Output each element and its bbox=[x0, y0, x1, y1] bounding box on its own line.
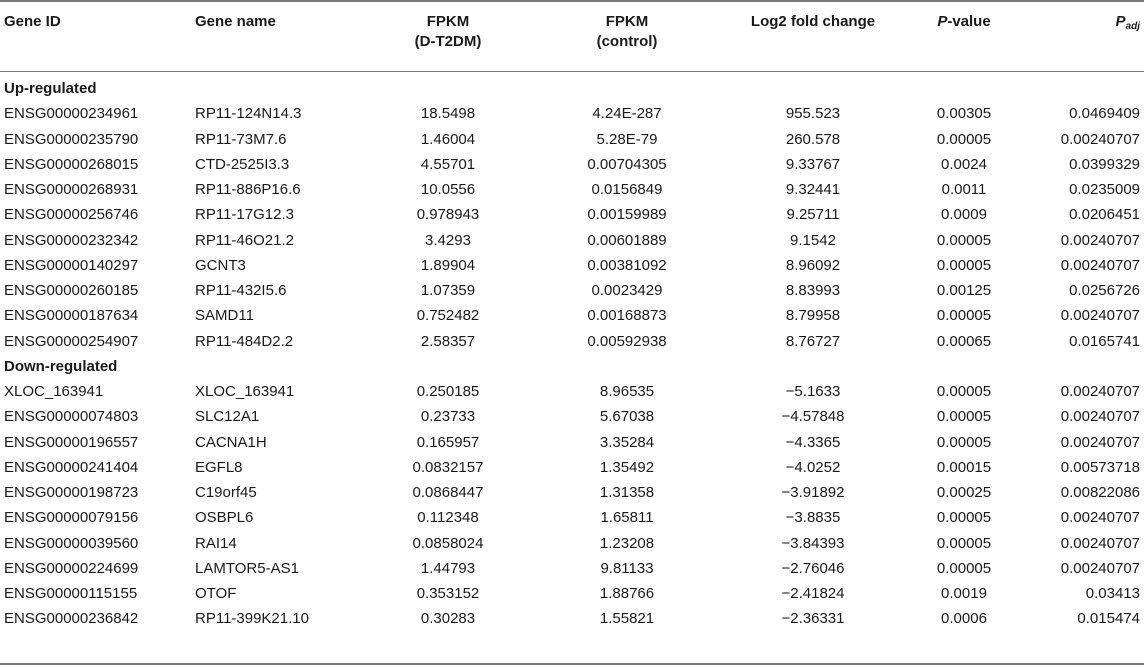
cell-p-value: 0.0019 bbox=[941, 585, 987, 602]
cell-p-adj: 0.00822086 bbox=[1060, 484, 1140, 501]
cell-gene-id: ENSG00000254907 bbox=[4, 332, 139, 350]
cell-gene-name: CTD-2525I3.3 bbox=[195, 155, 290, 173]
cell-gene-id: ENSG00000232342 bbox=[4, 231, 139, 249]
cell-log2-fold-change: −3.91892 bbox=[781, 484, 845, 501]
section-heading bbox=[0, 76, 1144, 101]
header-gene-id: Gene ID bbox=[4, 13, 61, 30]
cell-gene-name: RP11-17G12.3 bbox=[195, 206, 294, 224]
table-row bbox=[0, 606, 1144, 631]
cell-fpkm-dt2dm: 18.5498 bbox=[420, 105, 476, 123]
table-row bbox=[0, 202, 1144, 227]
table-row bbox=[0, 455, 1144, 480]
cell-log2-fold-change: −3.84393 bbox=[781, 534, 845, 552]
cell-gene-name: RP11-484D2.2 bbox=[195, 332, 294, 350]
cell-log2-fold-change: −4.57848 bbox=[781, 408, 845, 426]
cell-p-adj: 0.015474 bbox=[1077, 610, 1140, 628]
header-fpkm-control bbox=[562, 0, 692, 76]
cell-p-adj: 0.00240707 bbox=[1060, 231, 1140, 249]
cell-p-adj: 0.0256726 bbox=[1069, 282, 1140, 299]
cell-fpkm-control: 3.35284 bbox=[599, 433, 655, 451]
cell-fpkm-control: 1.88766 bbox=[599, 585, 655, 602]
cell-gene-name: XLOC_163941 bbox=[195, 383, 295, 400]
cell-fpkm-control: 0.0156849 bbox=[591, 181, 663, 198]
cell-log2-fold-change: −4.0252 bbox=[785, 458, 841, 476]
cell-p-value: 0.00005 bbox=[936, 256, 992, 274]
table-row bbox=[0, 329, 1144, 354]
cell-fpkm-dt2dm: 10.0556 bbox=[420, 181, 476, 198]
cell-gene-id: ENSG00000115155 bbox=[4, 585, 138, 602]
cell-gene-name: RP11-124N14.3 bbox=[195, 105, 302, 123]
cell-p-value: 0.00125 bbox=[936, 282, 992, 299]
cell-fpkm-control: 1.23208 bbox=[599, 534, 655, 552]
cell-fpkm-dt2dm: 0.752482 bbox=[416, 307, 480, 325]
cell-log2-fold-change: 9.32441 bbox=[785, 181, 841, 198]
header-p-value bbox=[914, 0, 1014, 76]
cell-p-value: 0.00305 bbox=[936, 105, 992, 123]
cell-p-adj: 0.0165741 bbox=[1069, 332, 1140, 350]
section-title: Up-regulated bbox=[4, 80, 97, 97]
table-row bbox=[0, 228, 1144, 253]
cell-p-value: 0.00005 bbox=[936, 433, 992, 451]
cell-p-adj: 0.00240707 bbox=[1060, 307, 1140, 325]
cell-gene-id: ENSG00000074803 bbox=[4, 408, 139, 426]
cell-fpkm-control: 0.00601889 bbox=[587, 231, 667, 249]
header-log2-fold-change: Log2 fold change bbox=[750, 13, 876, 30]
cell-gene-id: ENSG00000198723 bbox=[4, 484, 139, 501]
cell-log2-fold-change: 8.96092 bbox=[785, 256, 841, 274]
cell-fpkm-control: 0.00704305 bbox=[587, 155, 667, 173]
cell-log2-fold-change: 260.578 bbox=[785, 130, 841, 148]
cell-p-value: 0.00005 bbox=[936, 509, 992, 527]
table-row bbox=[0, 404, 1144, 429]
cell-gene-id: ENSG00000187634 bbox=[4, 307, 139, 325]
header-fpkm-dt2dm bbox=[383, 0, 513, 76]
cell-gene-name: SAMD11 bbox=[195, 307, 254, 325]
cell-gene-id: ENSG00000236842 bbox=[4, 610, 139, 628]
cell-p-value: 0.00005 bbox=[936, 534, 992, 552]
cell-p-adj: 0.03413 bbox=[1085, 585, 1140, 602]
cell-gene-name: OSBPL6 bbox=[195, 509, 254, 527]
cell-p-value: 0.0009 bbox=[941, 206, 987, 224]
cell-gene-name: RP11-73M7.6 bbox=[195, 130, 287, 148]
cell-p-value: 0.00015 bbox=[936, 458, 992, 476]
cell-p-adj: 0.00240707 bbox=[1060, 383, 1140, 400]
cell-fpkm-dt2dm: 0.23733 bbox=[420, 408, 476, 426]
table-row bbox=[0, 278, 1144, 303]
cell-p-adj: 0.00240707 bbox=[1060, 256, 1140, 274]
cell-gene-name: LAMTOR5-AS1 bbox=[195, 559, 299, 577]
header-fpkm-control-line1: FPKM bbox=[605, 13, 649, 30]
section-title: Down-regulated bbox=[4, 357, 118, 375]
cell-p-adj: 0.00240707 bbox=[1060, 130, 1140, 148]
cell-fpkm-control: 0.0023429 bbox=[591, 282, 663, 299]
cell-log2-fold-change: −4.3365 bbox=[785, 433, 841, 451]
cell-fpkm-dt2dm: 0.250185 bbox=[416, 383, 480, 400]
cell-p-value: 0.00005 bbox=[936, 408, 992, 426]
cell-p-adj: 0.0235009 bbox=[1069, 181, 1140, 198]
cell-fpkm-control: 0.00168873 bbox=[587, 307, 667, 325]
cell-fpkm-control: 0.00159989 bbox=[587, 206, 667, 224]
cell-gene-name: RP11-399K21.10 bbox=[195, 610, 309, 628]
cell-fpkm-dt2dm: 0.165957 bbox=[416, 433, 480, 451]
header-p-adj-italic: P bbox=[1115, 13, 1126, 30]
cell-fpkm-dt2dm: 3.4293 bbox=[425, 231, 471, 249]
cell-p-adj: 0.00240707 bbox=[1060, 559, 1140, 577]
table-row bbox=[0, 127, 1144, 152]
cell-p-value: 0.00005 bbox=[936, 307, 992, 325]
cell-fpkm-control: 5.28E-79 bbox=[596, 130, 658, 148]
cell-log2-fold-change: 955.523 bbox=[785, 105, 841, 123]
cell-fpkm-dt2dm: 1.07359 bbox=[420, 282, 476, 299]
cell-p-adj: 0.0399329 bbox=[1069, 155, 1140, 173]
cell-p-value: 0.0006 bbox=[941, 610, 987, 628]
cell-p-value: 0.0011 bbox=[941, 181, 987, 198]
table-row bbox=[0, 177, 1144, 202]
cell-gene-id: ENSG00000256746 bbox=[4, 206, 139, 224]
cell-p-adj: 0.00240707 bbox=[1060, 408, 1140, 426]
cell-fpkm-dt2dm: 1.44793 bbox=[420, 559, 476, 577]
cell-fpkm-control: 0.00381092 bbox=[587, 256, 667, 274]
cell-gene-id: ENSG00000241404 bbox=[4, 458, 139, 476]
cell-fpkm-dt2dm: 0.0868447 bbox=[412, 484, 484, 501]
cell-log2-fold-change: 9.25711 bbox=[786, 206, 840, 224]
table-row bbox=[0, 152, 1144, 177]
table-row bbox=[0, 556, 1144, 581]
cell-p-value: 0.00025 bbox=[936, 484, 992, 501]
cell-fpkm-dt2dm: 0.353152 bbox=[416, 585, 480, 602]
header-p-adj bbox=[1034, 0, 1140, 76]
cell-gene-name: C19orf45 bbox=[195, 484, 257, 501]
cell-gene-id: ENSG00000268015 bbox=[4, 155, 139, 173]
cell-gene-id: ENSG00000235790 bbox=[4, 130, 139, 148]
cell-log2-fold-change: 8.76727 bbox=[785, 332, 841, 350]
cell-fpkm-control: 5.67038 bbox=[599, 408, 655, 426]
table-row bbox=[0, 531, 1144, 556]
cell-p-value: 0.00005 bbox=[936, 559, 992, 577]
cell-gene-name: RAI14 bbox=[195, 534, 237, 552]
header-fpkm-dt2dm-line2: (D-T2DM) bbox=[414, 33, 482, 50]
cell-gene-id: ENSG00000268931 bbox=[4, 181, 139, 198]
cell-log2-fold-change: −5.1633 bbox=[785, 383, 841, 400]
cell-log2-fold-change: −3.8835 bbox=[785, 509, 841, 527]
table-row bbox=[0, 505, 1144, 530]
cell-fpkm-dt2dm: 1.46004 bbox=[420, 130, 476, 148]
cell-gene-id: ENSG00000140297 bbox=[4, 256, 139, 274]
cell-fpkm-dt2dm: 0.978943 bbox=[416, 206, 480, 224]
cell-fpkm-control: 4.24E-287 bbox=[592, 105, 662, 123]
cell-gene-id: XLOC_163941 bbox=[4, 383, 104, 400]
cell-p-adj: 0.0206451 bbox=[1069, 206, 1140, 224]
cell-gene-name: RP11-432I5.6 bbox=[195, 282, 287, 299]
cell-log2-fold-change: 9.33767 bbox=[785, 155, 841, 173]
table-row bbox=[0, 303, 1144, 328]
cell-p-adj: 0.0469409 bbox=[1069, 105, 1140, 123]
header-gene-name: Gene name bbox=[195, 13, 276, 30]
table-row bbox=[0, 101, 1144, 126]
table-row bbox=[0, 253, 1144, 278]
cell-fpkm-control: 1.65811 bbox=[600, 509, 654, 527]
cell-log2-fold-change: −2.36331 bbox=[781, 610, 845, 628]
cell-fpkm-control: 1.35492 bbox=[599, 458, 655, 476]
cell-fpkm-control: 0.00592938 bbox=[587, 332, 667, 350]
cell-gene-name: CACNA1H bbox=[195, 433, 267, 451]
cell-p-value: 0.00005 bbox=[936, 231, 992, 249]
cell-p-adj: 0.00240707 bbox=[1060, 509, 1140, 527]
cell-gene-name: EGFL8 bbox=[195, 458, 243, 476]
header-fpkm-dt2dm-line1: FPKM bbox=[426, 13, 470, 30]
cell-log2-fold-change: −2.76046 bbox=[781, 559, 845, 577]
cell-fpkm-dt2dm: 1.89904 bbox=[420, 256, 476, 274]
header-p-adj-subscript: adj bbox=[1125, 21, 1140, 32]
cell-gene-id: ENSG00000224699 bbox=[4, 559, 139, 577]
cell-fpkm-dt2dm: 0.0832157 bbox=[412, 458, 484, 476]
table-row bbox=[0, 581, 1144, 606]
cell-p-value: 0.00005 bbox=[936, 130, 992, 148]
cell-p-adj: 0.00240707 bbox=[1060, 433, 1140, 451]
cell-fpkm-control: 1.55821 bbox=[599, 610, 655, 628]
cell-p-value: 0.00065 bbox=[936, 332, 992, 350]
cell-gene-id: ENSG00000234961 bbox=[4, 105, 139, 123]
header-fpkm-control-line2: (control) bbox=[596, 33, 658, 50]
cell-log2-fold-change: 8.79958 bbox=[785, 307, 841, 325]
bottom-rule bbox=[0, 663, 1144, 665]
cell-fpkm-dt2dm: 0.0858024 bbox=[412, 534, 484, 552]
cell-gene-name: GCNT3 bbox=[195, 256, 246, 274]
cell-gene-id: ENSG00000196557 bbox=[4, 433, 139, 451]
cell-gene-id: ENSG00000079156 bbox=[4, 509, 139, 527]
header-p-value-italic: P bbox=[937, 13, 948, 30]
cell-fpkm-dt2dm: 2.58357 bbox=[420, 332, 476, 350]
cell-gene-name: RP11-886P16.6 bbox=[195, 181, 301, 198]
cell-gene-name: RP11-46O21.2 bbox=[195, 231, 294, 249]
cell-gene-id: ENSG00000260185 bbox=[4, 282, 139, 299]
cell-fpkm-control: 9.81133 bbox=[600, 559, 654, 577]
cell-gene-name: OTOF bbox=[195, 585, 237, 602]
header-rule bbox=[0, 71, 1144, 72]
cell-gene-name: SLC12A1 bbox=[195, 408, 260, 426]
table-row bbox=[0, 480, 1144, 505]
cell-p-value: 0.0024 bbox=[941, 155, 987, 173]
cell-fpkm-dt2dm: 0.112348 bbox=[417, 509, 479, 527]
cell-fpkm-control: 1.31358 bbox=[599, 484, 655, 501]
cell-p-adj: 0.00573718 bbox=[1060, 458, 1140, 476]
cell-gene-id: ENSG00000039560 bbox=[4, 534, 139, 552]
header-p-value-rest: -value bbox=[947, 13, 991, 30]
cell-log2-fold-change: 8.83993 bbox=[785, 282, 841, 299]
cell-p-value: 0.00005 bbox=[936, 383, 992, 400]
cell-log2-fold-change: −2.41824 bbox=[781, 585, 845, 602]
cell-fpkm-control: 8.96535 bbox=[599, 383, 655, 400]
cell-fpkm-dt2dm: 0.30283 bbox=[420, 610, 476, 628]
table-row bbox=[0, 379, 1144, 404]
cell-log2-fold-change: 9.1542 bbox=[790, 231, 836, 249]
section-heading bbox=[0, 354, 1144, 379]
cell-fpkm-dt2dm: 4.55701 bbox=[420, 155, 476, 173]
cell-p-adj: 0.00240707 bbox=[1060, 534, 1140, 552]
table-row bbox=[0, 430, 1144, 455]
